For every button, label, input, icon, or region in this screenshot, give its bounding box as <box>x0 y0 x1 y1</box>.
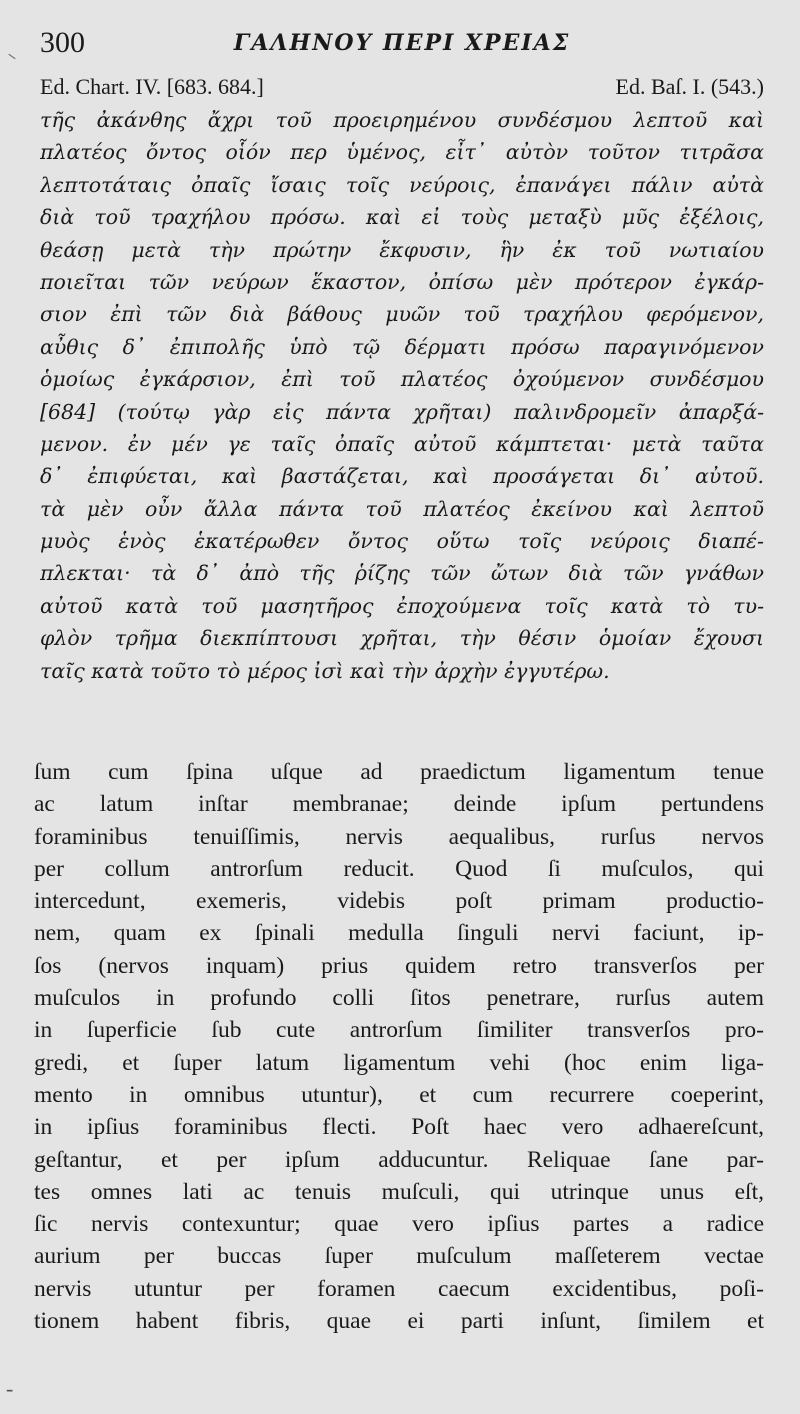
greek-text-block <box>40 104 764 687</box>
greek-line: ποιεῖται τῶν νεύρων ἕκαστον, ὀπίσω μὲν πρότερον ἐγκάρ- <box>40 269 764 294</box>
greek-line: διὰ τοῦ τραχήλου πρόσω. καὶ εἰ τοὺς μεταξὺ μῦς ἐξέλοις, <box>40 205 764 230</box>
latin-line: gredi, et ſuper latum ligamentum vehi (hoc enim liga- <box>34 1049 764 1076</box>
latin-line: aurium per buccas ſuper muſculum maſſeterem vectae <box>34 1243 764 1270</box>
greek-line: πλατέος ὄντος οἷόν περ ὑμένος, εἶτ᾽ αὐτὸν τοῦτον τιτρᾶσα <box>40 140 764 165</box>
greek-line: τὰ μὲν οὖν ἄλλα πάντα τοῦ πλατέος ἐκείνου καὶ λεπτοῦ <box>40 496 764 521</box>
latin-line: ſum cum ſpina uſque ad praedictum ligamentum tenue <box>34 759 764 785</box>
latin-line: geſtantur, et per ipſum adducuntur. Reliquae ſane par- <box>34 1146 764 1173</box>
latin-line: in ſuperficie ſub cute antrorſum ſimiliter transverſos pro- <box>34 1017 764 1044</box>
running-title: ΓΑΛΗΝΟΥ ΠΕΡΙ ΧΡΕΙΑΣ <box>233 30 571 56</box>
greek-line: πλεκται· τὰ δ᾽ ἀπὸ τῆς ῥίζης τῶν ὤτων διὰ τῶν γνάθων <box>40 561 764 586</box>
greek-line: δ᾽ ἐπιφύεται, καὶ βαστάζεται, καὶ προσάγεται δι᾽ αὐτοῦ. <box>40 464 764 489</box>
greek-line: θεάσῃ μετὰ τὴν πρώτην ἔκφυσιν, ἣν ἐκ τοῦ νωτιαίου <box>40 237 764 262</box>
page-number: 300 <box>40 26 85 59</box>
latin-text-block <box>34 756 764 1337</box>
latin-line: ſos (nervos inquam) prius quidem retro transverſos per <box>34 952 764 979</box>
latin-line: nem, quam ex ſpinali medulla ſinguli nervi faciunt, ip- <box>34 920 764 947</box>
greek-line: λεπτοτάταις ὀπαῖς ἴσαις τοῖς νεύροις, ἐπανάγει πάλιν αὐτὰ <box>40 172 764 197</box>
latin-line: in ipſius foraminibus flecti. Poſt haec vero adhaereſcunt, <box>34 1114 764 1141</box>
greek-line: μενον. ἐν μέν γε ταῖς ὀπαῖς αὐτοῦ κάμπτεται· μετὰ ταῦτα <box>40 431 764 456</box>
greek-line: αὖθις δ᾽ ἐπιπολῆς ὑπὸ τῷ δέρματι πρόσω παραγινόμενον <box>40 334 764 359</box>
margin-mark: - <box>6 1376 14 1401</box>
latin-line: nervis utuntur per foramen caecum excidentibus, poſi- <box>34 1275 764 1302</box>
edition-references <box>40 74 764 104</box>
greek-line: ταῖς κατὰ τοῦτο τὸ μέρος ἰσὶ καὶ τὴν ἀρχὴν ἐγγυτέρω. <box>40 658 610 683</box>
greek-line: αὐτοῦ κατὰ τοῦ μασητῆρος ἐποχούμενα τοῖς κατὰ τὸ τυ- <box>40 593 764 618</box>
margin-tick-mark <box>8 54 15 59</box>
latin-line: per collum antrorſum reducit. Quod ſi muſculos, qui <box>34 855 764 882</box>
latin-line: ſic nervis contexuntur; quae vero ipſius partes a radice <box>34 1211 764 1238</box>
greek-line: ὁμοίως ἐγκάρσιον, ἐπὶ τοῦ πλατέος ὀχούμενον συνδέσμου <box>40 367 764 392</box>
latin-line: ac latum inſtar membranae; deinde ipſum pertundens <box>34 791 764 818</box>
greek-line: [684] (τούτῳ γὰρ εἰς πάντα χρῆται) παλινδρομεῖν ἀπαρξά- <box>40 399 764 424</box>
latin-line: intercedunt, exemeris, videbis poſt primam productio- <box>34 888 764 915</box>
latin-line: tionem habent fibris, quae ei parti inſunt, ſimilem et <box>34 1308 764 1335</box>
latin-line: foraminibus tenuiſſimis, nervis aequalibus, rurſus nervos <box>34 823 764 850</box>
latin-line: muſculos in profundo colli ſitos penetrare, rurſus autem <box>34 985 764 1012</box>
edition-ref-basel: Ed. Baſ. I. (543.) <box>615 74 764 99</box>
greek-line: σιον ἐπὶ τῶν διὰ βάθους μυῶν τοῦ τραχήλου φερόμενον, <box>40 302 764 327</box>
greek-line: τῆς ἀκάνθης ἄχρι τοῦ προειρημένου συνδέσμου λεπτοῦ καὶ <box>40 108 764 132</box>
latin-line: mento in omnibus utuntur), et cum recurrere coeperint, <box>34 1081 764 1108</box>
edition-ref-chartier: Ed. Chart. IV. [683. 684.] <box>40 74 264 99</box>
greek-line: μυὸς ἑνὸς ἑκατέρωθεν ὄντος οὕτω τοῖς νεύροις διαπέ- <box>40 529 764 554</box>
page-header <box>40 26 764 66</box>
greek-line: φλὸν τρῆμα διεκπίπτουσι χρῆται, τὴν θέσιν ὁμοίαν ἔχουσι <box>40 626 764 651</box>
latin-line: tes omnes lati ac tenuis muſculi, qui utrinque unus eſt, <box>34 1178 764 1205</box>
